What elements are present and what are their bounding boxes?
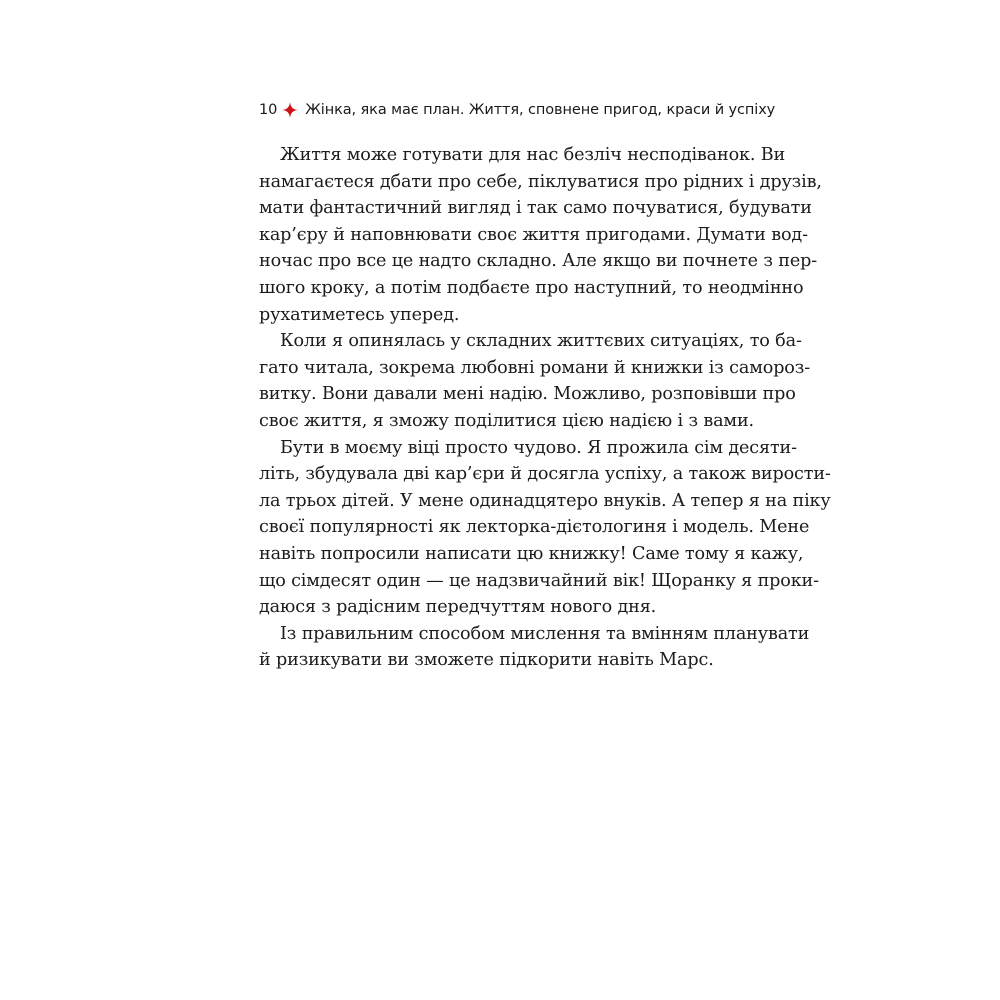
running-head	[259, 99, 779, 121]
text-line: кар’єру й наповнювати своє життя пригодами. Думати вод-	[259, 224, 808, 245]
text-line: навіть попросили написати цю книжку! Саме тому я кажу,	[259, 543, 804, 564]
text-line: намагаєтеся дбати про себе, піклуватися про рідних і друзів,	[259, 171, 822, 192]
red-four-point-star-icon	[282, 102, 298, 118]
text-line: своє життя, я зможу поділитися цією надією і з вами.	[259, 410, 754, 431]
page-number: 10	[259, 102, 278, 118]
text-line: й ризикувати ви зможете підкорити навіть Марс.	[259, 650, 714, 671]
paragraph-3	[259, 435, 831, 621]
text-line: шого кроку, а потім подбаєте про наступний, то неодмінно	[259, 277, 804, 298]
text-line: Бути в моєму віці просто чудово. Я прожила сім десяти-	[280, 437, 797, 458]
text-line: даюся з радісним передчуттям нового дня.	[259, 597, 657, 618]
text-line: що сімдесят один — це надзвичайний вік! Щоранку я проки-	[259, 570, 819, 591]
text-line: своєї популярності як лекторка-дієтологиня і модель. Мене	[259, 517, 810, 538]
text-line: витку. Вони давали мені надію. Можливо, розповівши про	[259, 384, 796, 405]
text-line: ла трьох дітей. У мене одинадцятеро внуків. А тепер я на піку	[259, 490, 831, 511]
text-line: Із правильним способом мислення та вмінням планувати	[280, 623, 810, 644]
paragraph-2	[259, 328, 810, 434]
text-line: ночас про все це надто складно. Але якщо ви почнете з пер-	[259, 251, 817, 272]
text-line: гато читала, зокрема любовні романи й книжки із саморoз-	[259, 357, 810, 378]
text-line: Коли я опинялась у складних життєвих ситуаціях, то ба-	[280, 331, 802, 352]
text-line: Життя може готувати для нас безліч несподіванок. Ви	[280, 145, 786, 165]
paragraph-1	[259, 142, 822, 328]
text-line: мати фантастичний вигляд і так само почуватися, будувати	[259, 198, 812, 219]
paragraph-4	[259, 621, 810, 674]
running-title: Жінка, яка має план. Життя, сповнене пригод, краси й успіху	[305, 102, 776, 118]
body-text	[259, 142, 831, 674]
text-line: рухатиметесь уперед.	[259, 304, 460, 325]
text-line: літь, збудувала дві кар’єри й досягла успіху, а також вирости-	[259, 464, 831, 485]
